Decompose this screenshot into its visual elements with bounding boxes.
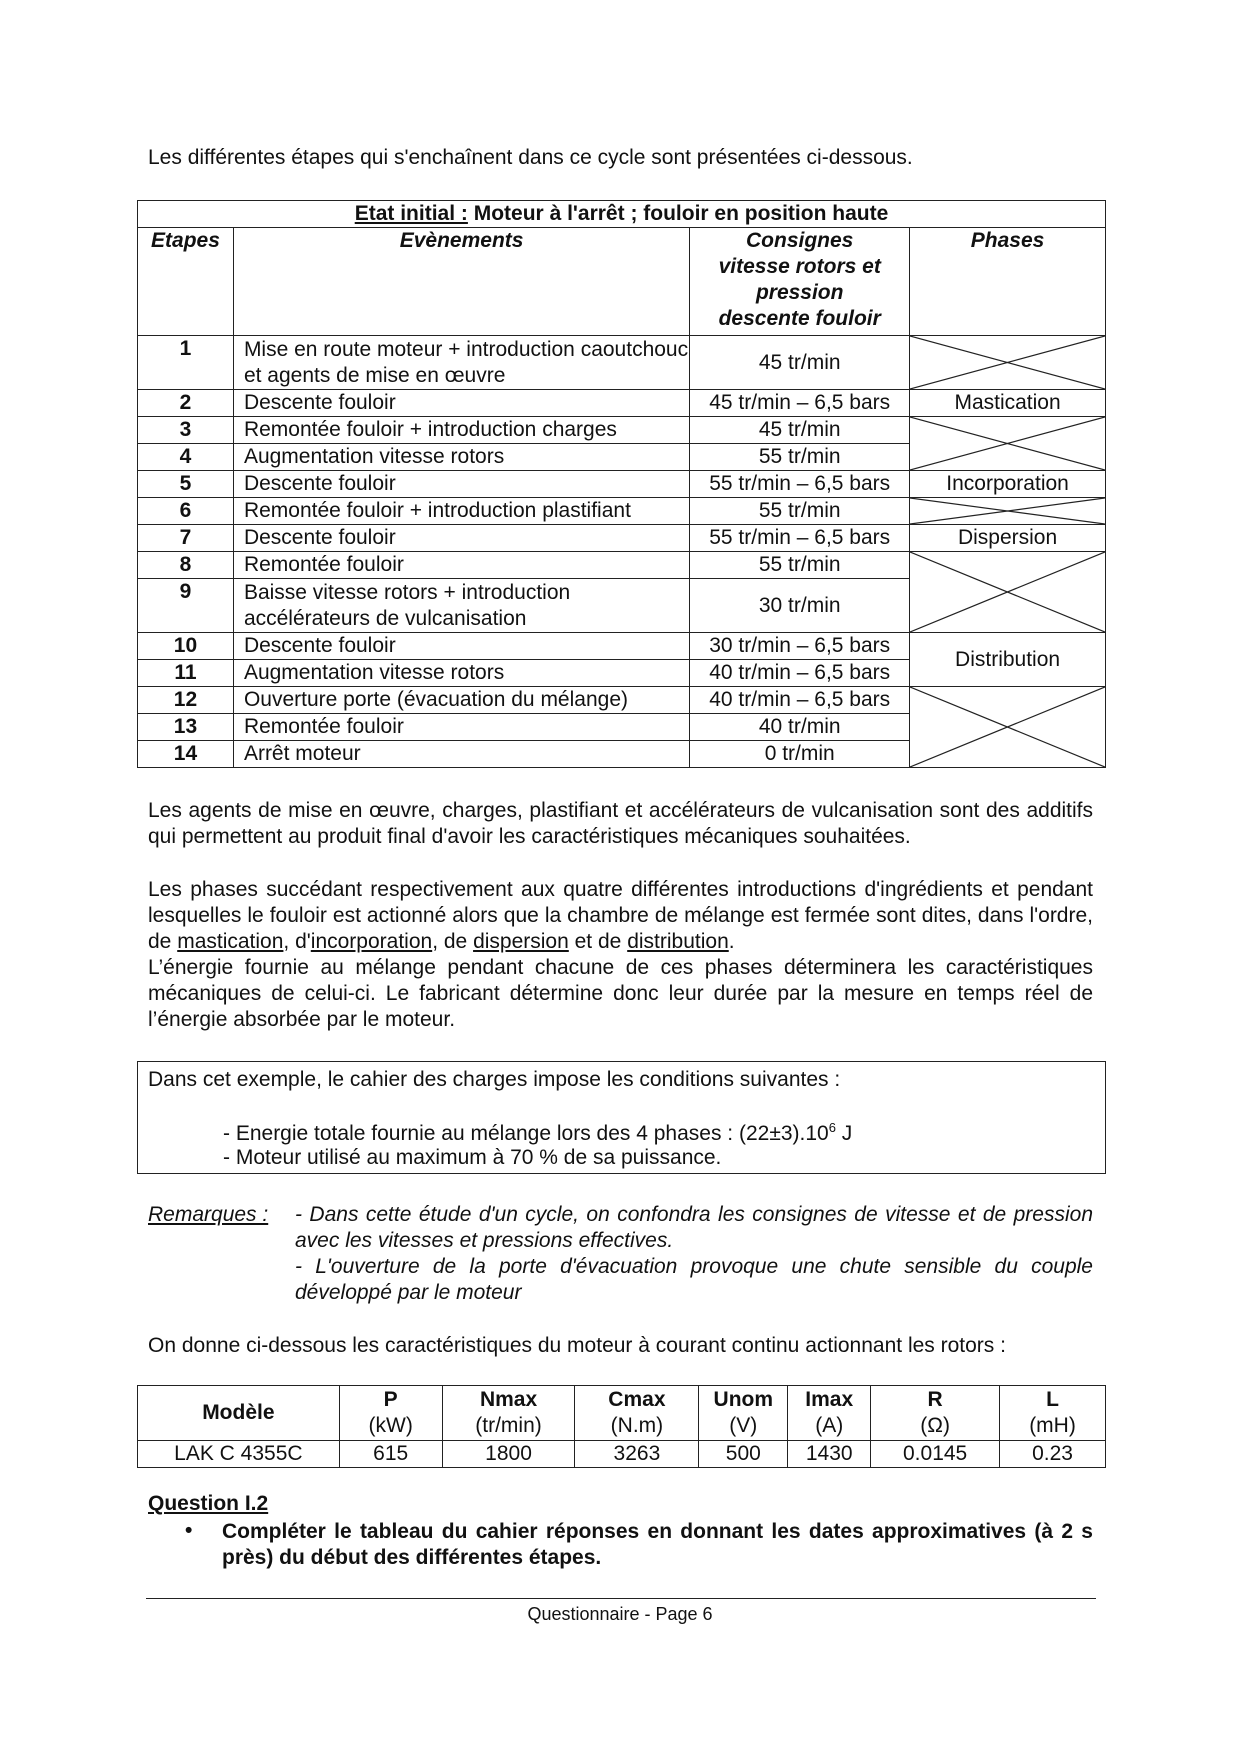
col-unit: (mH) <box>1029 1414 1076 1437</box>
step-number: 9 <box>138 579 234 633</box>
step-number: 11 <box>138 660 234 687</box>
table-row <box>138 687 1106 714</box>
header-unom <box>699 1386 788 1441</box>
value-imax: 1430 <box>788 1441 871 1468</box>
step-event: Augmentation vitesse rotors <box>233 660 689 687</box>
step-consigne: 30 tr/min – 6,5 bars <box>690 633 910 660</box>
col-unit: (N.m) <box>610 1414 664 1437</box>
step-number: 10 <box>138 633 234 660</box>
step-event: Remontée fouloir <box>233 714 689 741</box>
col-unit: (Ω) <box>920 1414 950 1437</box>
col-unit: (A) <box>815 1414 844 1437</box>
step-number: 7 <box>138 525 234 552</box>
step-number: 2 <box>138 390 234 417</box>
word-dispersion: dispersion <box>473 930 569 953</box>
step-consigne: 40 tr/min – 6,5 bars <box>690 660 910 687</box>
step-event: Remontée fouloir + introduction charges <box>233 417 689 444</box>
header-modele: Modèle <box>138 1386 340 1441</box>
header-cmax <box>575 1386 699 1441</box>
step-consigne: 45 tr/min <box>690 336 910 390</box>
conditions-box <box>137 1061 1106 1174</box>
motor-value-row <box>138 1441 1106 1468</box>
col-unit: (kW) <box>368 1414 413 1437</box>
col-name: Nmax <box>479 1388 538 1411</box>
step-event: Descente fouloir <box>233 525 689 552</box>
exponent: 6 <box>828 1120 836 1135</box>
step-event: Descente fouloir <box>233 390 689 417</box>
phase-distribution: Distribution <box>910 633 1106 687</box>
condition-energie <box>223 1120 852 1146</box>
header-p <box>339 1386 442 1441</box>
step-number: 4 <box>138 444 234 471</box>
phase-mastication: Mastication <box>910 390 1106 417</box>
footer-divider <box>146 1598 1096 1599</box>
value-nmax: 1800 <box>442 1441 575 1468</box>
bullet: • <box>185 1519 193 1542</box>
question-text: Compléter le tableau du cahier réponses en donnant les dates approximatives (à 2 s près) du début des différentes étapes. <box>222 1520 1093 1569</box>
header-consignes: Consignes vitesse rotors et pression descente fouloir <box>690 228 910 336</box>
col-unit: (V) <box>729 1414 758 1437</box>
title-rest: Moteur à l'arrêt ; fouloir en position haute <box>467 202 889 225</box>
table-title <box>138 201 1106 228</box>
condition-energie-text: - Energie totale fournie au mélange lors des 4 phases : (22±3).10 <box>223 1122 829 1145</box>
table-row <box>138 417 1106 444</box>
cross-mark <box>910 552 1105 632</box>
col-name: R <box>927 1388 943 1411</box>
phase-crossed-cell <box>910 417 1106 471</box>
table-row <box>138 552 1106 579</box>
step-event: Descente fouloir <box>233 471 689 498</box>
step-number: 6 <box>138 498 234 525</box>
remark-2: - L'ouverture de la porte d'évacuation provoque une chute sensible du couple développé par le moteur <box>295 1255 1093 1304</box>
step-event: Mise en route moteur + introduction caoutchouc et agents de mise en œuvre <box>233 336 689 390</box>
step-number: 5 <box>138 471 234 498</box>
header-l <box>1000 1386 1106 1441</box>
word-distribution: distribution <box>627 930 729 953</box>
value-r: 0.0145 <box>871 1441 1000 1468</box>
value-cmax: 3263 <box>575 1441 699 1468</box>
paragraph-additifs: Les agents de mise en œuvre, charges, plastifiant et accélérateurs de vulcanisation sont des additifs qui permettent au produit final d'avoir les caractéristiques mécaniques souhaitées. <box>148 799 1093 848</box>
col-unit: (tr/min) <box>475 1414 542 1437</box>
step-number: 13 <box>138 714 234 741</box>
header-r <box>871 1386 1000 1441</box>
title-underlined: Etat initial : <box>354 202 468 225</box>
motor-table <box>137 1385 1106 1468</box>
unit-joule: J <box>835 1122 853 1145</box>
paragraph-phases <box>148 877 1093 955</box>
condition-moteur: - Moteur utilisé au maximum à 70 % de sa puissance. <box>223 1146 722 1169</box>
step-event: Remontée fouloir <box>233 552 689 579</box>
word-incorporation: incorporation <box>310 930 433 953</box>
header-evenements: Evènements <box>233 228 689 336</box>
question-title: Question I.2 <box>148 1492 269 1515</box>
step-number: 14 <box>138 741 234 768</box>
table-row <box>138 390 1106 417</box>
step-event: Descente fouloir <box>233 633 689 660</box>
para2-sep2: , de <box>432 930 474 953</box>
table-row <box>138 633 1106 660</box>
phase-incorporation: Incorporation <box>910 471 1106 498</box>
intro-text: Les différentes étapes qui s'enchaînent dans ce cycle sont présentées ci-dessous. <box>148 146 913 169</box>
step-consigne: 55 tr/min – 6,5 bars <box>690 471 910 498</box>
remarks-label: Remarques : <box>148 1203 269 1226</box>
value-unom: 500 <box>699 1441 788 1468</box>
step-consigne: 55 tr/min <box>690 552 910 579</box>
remarks-text <box>295 1202 1093 1306</box>
step-consigne: 0 tr/min <box>690 741 910 768</box>
step-event: Augmentation vitesse rotors <box>233 444 689 471</box>
step-number: 3 <box>138 417 234 444</box>
phase-crossed-cell <box>910 687 1106 768</box>
step-consigne: 40 tr/min <box>690 714 910 741</box>
para2-sep3: et de <box>568 930 628 953</box>
word-mastication: mastication <box>177 930 284 953</box>
remark-1: - Dans cette étude d'un cycle, on confondra les consignes de vitesse et de pression avec les vitesses et pressions effectives. <box>295 1203 1093 1252</box>
page-footer: Questionnaire - Page 6 <box>527 1604 713 1624</box>
table-row <box>138 498 1106 525</box>
conditions-intro: Dans cet exemple, le cahier des charges impose les conditions suivantes : <box>148 1068 841 1091</box>
table-row <box>138 471 1106 498</box>
step-consigne: 55 tr/min <box>690 498 910 525</box>
cross-mark <box>910 417 1105 470</box>
paragraph-energie: L’énergie fournie au mélange pendant chacune de ces phases déterminera les caractéristiques mécaniques de celui-ci. Le fabricant détermine donc leur durée par la mesure en temps réel de l’énergie absorbée par le moteur. <box>148 956 1093 1031</box>
para2-sep1: , d' <box>283 930 311 953</box>
step-event: Arrêt moteur <box>233 741 689 768</box>
phase-crossed-cell <box>910 336 1106 390</box>
phase-crossed-cell <box>910 552 1106 633</box>
header-nmax <box>442 1386 575 1441</box>
step-consigne: 55 tr/min – 6,5 bars <box>690 525 910 552</box>
cross-mark <box>910 498 1105 524</box>
phase-crossed-cell <box>910 498 1106 525</box>
motor-intro: On donne ci-dessous les caractéristiques du moteur à courant continu actionnant les rotors : <box>148 1334 1006 1357</box>
table-row <box>138 336 1106 390</box>
value-l: 0.23 <box>1000 1441 1106 1468</box>
header-phases: Phases <box>910 228 1106 336</box>
col-name: Cmax <box>608 1388 666 1411</box>
cross-mark <box>910 336 1105 389</box>
step-event: Ouverture porte (évacuation du mélange) <box>233 687 689 714</box>
model-value: LAK C 4355C <box>138 1441 340 1468</box>
step-number: 1 <box>138 336 234 390</box>
step-consigne: 45 tr/min <box>690 417 910 444</box>
table-row <box>138 525 1106 552</box>
motor-header-row <box>138 1386 1106 1441</box>
step-consigne: 55 tr/min <box>690 444 910 471</box>
step-number: 12 <box>138 687 234 714</box>
header-etapes: Etapes <box>138 228 234 336</box>
step-event: Remontée fouloir + introduction plastifiant <box>233 498 689 525</box>
para2-end: . <box>728 930 735 953</box>
step-event: Baisse vitesse rotors + introduction accélérateurs de vulcanisation <box>233 579 689 633</box>
step-number: 8 <box>138 552 234 579</box>
step-consigne: 45 tr/min – 6,5 bars <box>690 390 910 417</box>
header-imax <box>788 1386 871 1441</box>
phase-dispersion: Dispersion <box>910 525 1106 552</box>
col-name: P <box>383 1388 398 1411</box>
col-name: Imax <box>805 1388 854 1411</box>
col-name: L <box>1046 1388 1059 1411</box>
step-consigne: 30 tr/min <box>690 579 910 633</box>
steps-table <box>137 200 1106 768</box>
value-p: 615 <box>339 1441 442 1468</box>
cross-mark <box>910 687 1105 767</box>
col-name: Unom <box>713 1388 774 1411</box>
step-consigne: 40 tr/min – 6,5 bars <box>690 687 910 714</box>
para2-start: Les phases succédant respectivement aux quatre différentes introductions d'ingrédients et pendant lesquelles le fouloir est actionné alors que la chambre de mélange est fermée sont dites, dans l'ordre, de <box>148 878 1093 953</box>
